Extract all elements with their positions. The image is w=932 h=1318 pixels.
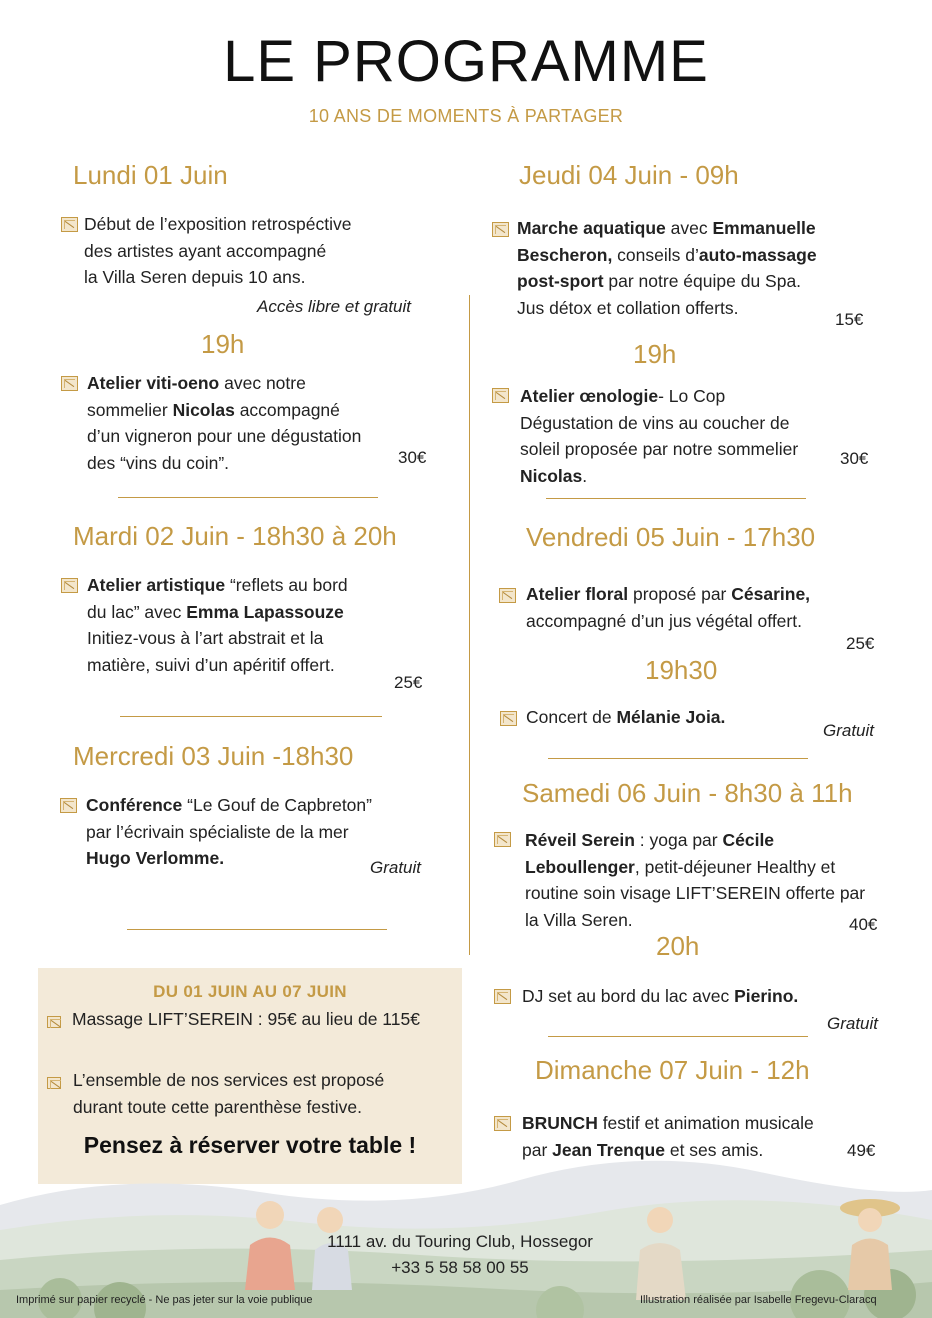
event-concert bbox=[526, 704, 826, 731]
time-heading: 20h bbox=[656, 931, 700, 961]
bullet-frame-icon bbox=[61, 376, 78, 391]
event-price: 30€ bbox=[398, 448, 427, 467]
event-text: par l’écrivain spécialiste de la mer bbox=[86, 821, 349, 842]
event-person: Hugo Verlomme. bbox=[86, 848, 225, 868]
bullet-frame-icon bbox=[494, 989, 511, 1004]
offer-text: durant toute cette parenthèse festive. bbox=[73, 1096, 362, 1117]
event-text: matière, suivi d’un apéritif offert. bbox=[87, 654, 335, 675]
day-heading-tuesday: Mardi 02 Juin - 18h30 à 20h bbox=[73, 521, 397, 551]
event-text: des “vins du coin”. bbox=[87, 452, 230, 473]
offer-massage: Massage LIFT’SEREIN : 95€ au lieu de 115€ bbox=[72, 1009, 420, 1029]
event-text: du lac” avec bbox=[87, 601, 187, 622]
bullet-frame-icon bbox=[61, 578, 78, 593]
bullet-frame-icon bbox=[500, 711, 517, 726]
event-text: Concert de bbox=[526, 707, 617, 727]
event-text: , petit-déjeuner Healthy et bbox=[634, 856, 836, 877]
event-text: Dégustation de vins au coucher de bbox=[520, 412, 790, 433]
footer-recycled-note: Imprimé sur papier recyclé - Ne pas jeter sur la voie publique bbox=[16, 1294, 313, 1306]
day-heading-saturday: Samedi 06 Juin - 8h30 à 11h bbox=[522, 778, 853, 808]
event-text: avec notre bbox=[219, 373, 306, 393]
event-person: Emma Lapassouze bbox=[186, 601, 344, 622]
event-person: Nicolas bbox=[520, 465, 583, 486]
event-line: Début de l’exposition retrospéctive bbox=[84, 214, 352, 234]
event-person: Pierino. bbox=[734, 986, 799, 1006]
event-note: Gratuit bbox=[827, 1014, 879, 1033]
bullet-frame-icon bbox=[47, 1016, 61, 1028]
bullet-frame-icon bbox=[499, 588, 516, 603]
event-atelier-floral bbox=[526, 581, 866, 634]
event-marche-aquatique bbox=[517, 215, 877, 321]
event-price: 25€ bbox=[846, 634, 875, 653]
time-heading: 19h bbox=[201, 329, 245, 359]
event-dj-set bbox=[522, 983, 832, 1010]
offer-text: L’ensemble de nos services est proposé bbox=[73, 1070, 385, 1090]
column-divider bbox=[469, 295, 470, 955]
event-title: Conférence bbox=[86, 795, 183, 815]
offer-title: DU 01 JUIN AU 07 JUIN bbox=[153, 982, 347, 1001]
event-title: Atelier viti-oeno bbox=[87, 373, 220, 393]
event-text: sommelier bbox=[87, 399, 173, 420]
event-text: conseils d’ bbox=[612, 244, 699, 265]
separator bbox=[548, 758, 808, 759]
event-text: “Le Gouf de Capbreton” bbox=[182, 795, 372, 815]
event-text: accompagné bbox=[234, 399, 340, 420]
page-subtitle: 10 ANS DE MOMENTS À PARTAGER bbox=[308, 106, 624, 126]
event-text: - Lo Cop bbox=[658, 386, 726, 406]
event-text: avec bbox=[665, 218, 713, 238]
event-price: 49€ bbox=[847, 1141, 876, 1160]
offer-services bbox=[73, 1067, 453, 1120]
event-person: Mélanie Joia. bbox=[616, 707, 726, 727]
day-heading-sunday: Dimanche 07 Juin - 12h bbox=[535, 1055, 810, 1085]
event-reveil-serein bbox=[525, 827, 895, 933]
event-note: Gratuit bbox=[823, 721, 875, 740]
event-text: par bbox=[522, 1139, 553, 1160]
footer-phone[interactable]: +33 5 58 58 00 55 bbox=[391, 1258, 529, 1277]
bullet-frame-icon bbox=[492, 388, 509, 403]
bullet-frame-icon bbox=[61, 217, 78, 232]
event-person: Césarine, bbox=[731, 584, 811, 604]
time-heading: 19h bbox=[633, 339, 677, 369]
event-price: 30€ bbox=[840, 449, 869, 468]
event-title: BRUNCH bbox=[522, 1113, 598, 1133]
event-title: Atelier artistique bbox=[87, 575, 226, 595]
event-note: Gratuit bbox=[370, 858, 422, 877]
event-text: Initiez-vous à l’art abstrait et la bbox=[87, 628, 324, 648]
event-line: la Villa Seren depuis 10 ans. bbox=[84, 267, 306, 287]
event-viti-oeno bbox=[87, 370, 407, 476]
event-note: Accès libre et gratuit bbox=[257, 297, 412, 316]
bullet-frame-icon bbox=[494, 832, 511, 847]
event-text: “reflets au bord bbox=[225, 575, 348, 595]
event-atelier-artistique bbox=[87, 572, 407, 678]
footer-illustration-credit: Illustration réalisée par Isabelle Fregevu-Claracq bbox=[640, 1294, 877, 1306]
event-text: la Villa Seren. bbox=[525, 909, 633, 930]
day-heading-friday: Vendredi 05 Juin - 17h30 bbox=[526, 522, 816, 552]
event-text: par notre équipe du Spa. bbox=[603, 271, 802, 291]
event-highlight: auto-massage bbox=[698, 244, 817, 265]
event-title: Réveil Serein bbox=[525, 830, 635, 850]
bullet-frame-icon bbox=[492, 222, 509, 237]
day-heading-thursday: Jeudi 04 Juin - 09h bbox=[519, 160, 739, 190]
event-title: Atelier floral bbox=[526, 584, 629, 604]
day-heading-wednesday: Mercredi 03 Juin -18h30 bbox=[73, 741, 354, 771]
event-exposition bbox=[84, 211, 444, 291]
event-person: Cécile bbox=[722, 830, 775, 850]
event-text: et ses amis. bbox=[664, 1139, 764, 1160]
event-text: soleil proposée par notre sommelier bbox=[520, 439, 799, 459]
event-highlight: post-sport bbox=[517, 271, 604, 291]
event-text: routine soin visage LIFT’SEREIN offerte par bbox=[525, 883, 866, 903]
event-person: Leboullenger bbox=[525, 856, 635, 877]
bullet-frame-icon bbox=[60, 798, 77, 813]
time-heading: 19h30 bbox=[645, 655, 718, 685]
event-price: 40€ bbox=[849, 915, 878, 934]
separator bbox=[546, 498, 806, 499]
event-title: Marche aquatique bbox=[517, 218, 666, 238]
event-atelier-oenologie bbox=[520, 383, 840, 489]
separator bbox=[120, 716, 382, 717]
footer-address: 1111 av. du Touring Club, Hossegor bbox=[327, 1232, 593, 1251]
separator bbox=[118, 497, 378, 498]
event-text: accompagné d’un jus végétal offert. bbox=[526, 610, 802, 631]
event-person: Emmanuelle bbox=[712, 218, 816, 238]
event-text: DJ set au bord du lac avec bbox=[522, 986, 735, 1006]
event-person: Nicolas bbox=[172, 399, 235, 420]
day-heading-monday: Lundi 01 Juin bbox=[73, 160, 228, 190]
event-person: Bescheron, bbox=[517, 244, 613, 265]
event-text: . bbox=[582, 465, 588, 486]
bullet-frame-icon bbox=[494, 1116, 511, 1131]
bullet-frame-icon bbox=[47, 1077, 61, 1089]
reserve-callout: Pensez à réserver votre table ! bbox=[83, 1132, 417, 1158]
separator bbox=[548, 1036, 808, 1037]
event-price: 15€ bbox=[835, 310, 864, 329]
event-line: des artistes ayant accompagné bbox=[84, 240, 327, 261]
page-title: LE PROGRAMME bbox=[223, 29, 709, 94]
event-text: proposé par bbox=[628, 584, 732, 604]
event-text: d’un vigneron pour une dégustation bbox=[87, 426, 362, 446]
event-title: Atelier œnologie bbox=[520, 386, 659, 406]
event-text: Jus détox et collation offerts. bbox=[517, 297, 739, 318]
event-text: : yoga par bbox=[634, 830, 723, 850]
event-person: Jean Trenque bbox=[552, 1139, 665, 1160]
separator bbox=[127, 929, 387, 930]
event-price: 25€ bbox=[394, 673, 423, 692]
event-text: festif et animation musicale bbox=[597, 1113, 814, 1133]
